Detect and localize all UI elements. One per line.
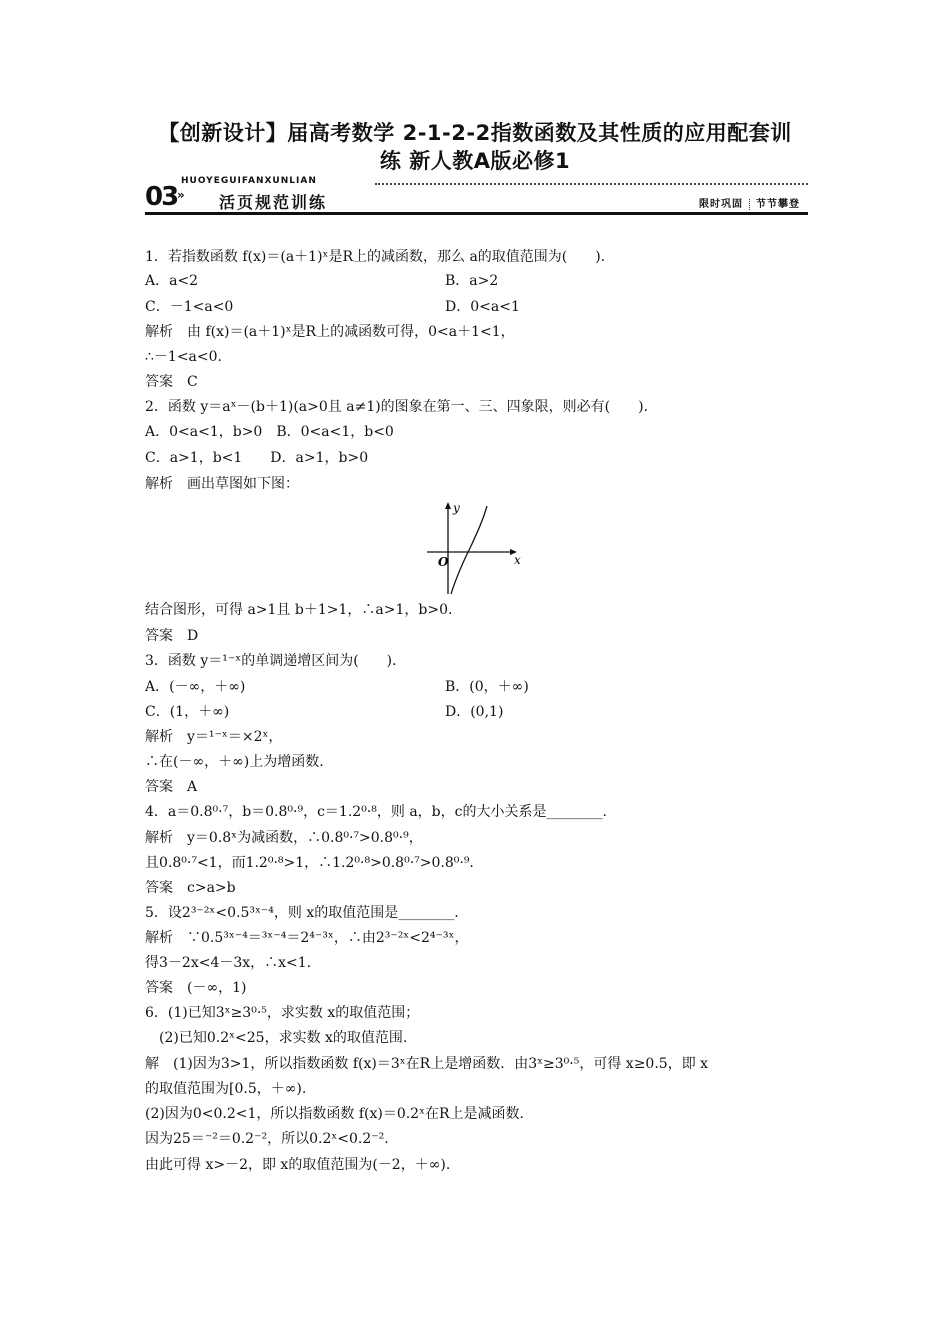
line-text: 答案 c>a>b <box>145 880 236 896</box>
title-line-2: 练 新人教A版必修1 <box>379 149 571 173</box>
option-second-column: D．0<a<1 <box>445 299 520 315</box>
banner-section-number: 03 <box>145 182 178 212</box>
text-line <box>145 677 529 697</box>
chevron-icon: » <box>177 188 185 202</box>
line-text: 因为25＝⁻²＝0.2⁻²，所以0.2ˣ<0.2⁻². <box>145 1131 389 1147</box>
text-line <box>145 828 423 848</box>
line-text: (2)已知0.2ˣ<25，求实数 x的取值范围. <box>145 1030 408 1046</box>
line-text: C．－1<a<0 <box>145 299 234 315</box>
line-text: ∴在(－∞，＋∞)上为增函数. <box>145 754 324 770</box>
text-line <box>145 1079 306 1099</box>
text-line <box>145 853 474 873</box>
banner-tag-left: 限时巩固 <box>699 199 743 210</box>
banner-dotted-rule <box>375 183 808 185</box>
text-line <box>145 878 236 898</box>
option-second-column: B．(0，＋∞) <box>445 679 529 695</box>
line-text: 答案 (－∞，1) <box>145 980 247 996</box>
text-line <box>145 727 282 747</box>
line-text: 答案 D <box>145 628 199 644</box>
line-text: 答案 A <box>145 779 198 795</box>
banner-tag <box>699 195 800 210</box>
line-text: 得3－2x<4－3x，∴x<1. <box>145 955 312 971</box>
line-text: 的取值范围为[0.5，＋∞). <box>145 1081 307 1097</box>
text-line <box>145 1054 708 1074</box>
line-text: 答案 C <box>145 374 198 390</box>
option-second-column: D．(0,1) <box>445 704 504 720</box>
text-line <box>145 297 520 317</box>
banner-rule <box>145 212 808 215</box>
line-text: 解析 y＝0.8ˣ为减函数，∴0.8⁰·⁷>0.8⁰·⁹， <box>145 830 423 846</box>
line-text: A．a<2 <box>145 273 199 289</box>
line-text: C．a>1，b<1 D．a>1，b>0 <box>145 450 369 466</box>
line-text: 4．a＝0.8⁰·⁷，b＝0.8⁰·⁹，c＝1.2⁰·⁸，则 a，b，c的大小关系是________. <box>145 804 607 820</box>
line-text: 解 (1)因为3>1，所以指数函数 f(x)＝3ˣ在R上是增函数．由3ˣ≥3⁰·⁵，可得 x≥0.5，即 x <box>145 1056 709 1072</box>
text-line <box>145 372 198 392</box>
origin-label: O <box>438 555 449 569</box>
banner-tag-right: 节节攀登 <box>756 199 800 210</box>
text-line <box>145 1129 389 1149</box>
text-line <box>145 1028 407 1048</box>
text-line <box>145 752 324 772</box>
text-line <box>145 1104 524 1124</box>
line-text: A．0<a<1，b>0 B．0<a<1，b<0 <box>145 424 394 440</box>
banner-pinyin: HUOYEGUIFANXUNLIAN <box>181 176 317 186</box>
text-line <box>145 626 198 646</box>
line-text: 6．(1)已知3ˣ≥3⁰·⁵，求实数 x的取值范围； <box>145 1005 420 1021</box>
text-line <box>145 422 394 442</box>
text-line <box>145 651 406 671</box>
line-text: 结合图形，可得 a>1且 b＋1>1，∴a>1，b>0. <box>145 602 453 618</box>
text-line <box>145 271 499 291</box>
sketch-figure <box>425 500 530 595</box>
title-line-1: 【创新设计】届高考数学 2-1-2-2指数函数及其性质的应用配套训 <box>158 121 792 145</box>
line-text: 且0.8⁰·⁷<1，而1.2⁰·⁸>1，∴1.2⁰·⁸>0.8⁰·⁷>0.8⁰·⁹. <box>145 855 474 871</box>
x-axis-label: x <box>514 553 521 567</box>
exponential-curve <box>451 506 487 594</box>
line-text: 2．函数 y＝aˣ－(b＋1)(a>0且 a≠1)的图象在第一、三、四象限，则必有( )． <box>145 399 658 415</box>
text-line <box>145 322 515 342</box>
banner-section-title: 活页规范训练 <box>219 193 328 212</box>
text-line <box>145 702 504 722</box>
line-text: 解析 画出草图如下图： <box>145 476 299 492</box>
text-line <box>145 1003 419 1023</box>
document-title <box>80 119 870 175</box>
text-line <box>145 777 197 797</box>
line-text: 解析 ∵0.5³ˣ⁻⁴＝³ˣ⁻⁴＝2⁴⁻³ˣ，∴由2³⁻²ˣ<2⁴⁻³ˣ， <box>145 930 469 946</box>
line-text: 1．若指数函数 f(x)＝(a＋1)ˣ是R上的减函数，那么 a的取值范围为( )． <box>145 249 615 265</box>
text-line <box>145 397 658 417</box>
text-line <box>145 247 615 267</box>
text-line <box>145 802 607 822</box>
text-line <box>145 347 222 367</box>
section-banner <box>145 176 808 216</box>
line-text: 解析 由 f(x)＝(a＋1)ˣ是R上的减函数可得，0<a＋1<1， <box>145 324 515 340</box>
line-text: 3．函数 y＝¹⁻ˣ的单调递增区间为( )． <box>145 653 407 669</box>
line-text: 由此可得 x>－2，即 x的取值范围为(－2，＋∞). <box>145 1157 451 1173</box>
text-line <box>145 928 468 948</box>
line-text: A．(－∞，＋∞) <box>145 679 246 695</box>
line-text: (2)因为0<0.2<1，所以指数函数 f(x)＝0.2ˣ在R上是减函数. <box>145 1106 525 1122</box>
line-text: ∴－1<a<0. <box>145 349 222 365</box>
text-line <box>145 448 368 468</box>
line-text: 5．设2³⁻²ˣ<0.5³ˣ⁻⁴，则 x的取值范围是________. <box>145 905 459 921</box>
text-line <box>145 978 247 998</box>
text-line <box>145 1155 450 1175</box>
line-text: C．(1，＋∞) <box>145 704 230 720</box>
y-axis-arrow <box>445 502 451 509</box>
text-line <box>145 953 311 973</box>
y-axis-label: y <box>453 501 460 515</box>
text-line <box>145 600 452 620</box>
text-line <box>145 903 459 923</box>
tag-separator <box>749 199 750 210</box>
line-text: 解析 y＝¹⁻ˣ＝×2ˣ， <box>145 729 283 745</box>
text-line <box>145 474 299 494</box>
option-second-column: B．a>2 <box>445 273 499 289</box>
